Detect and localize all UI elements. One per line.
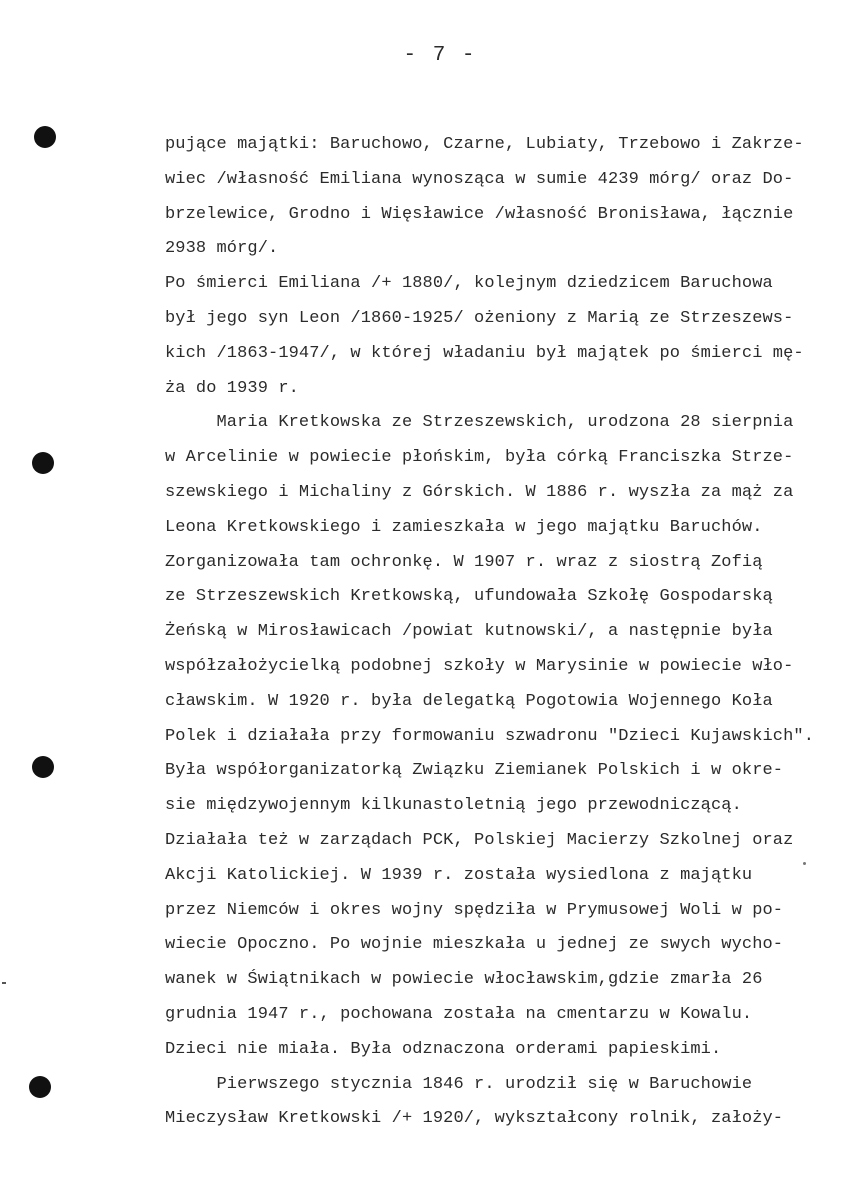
text-line: przez Niemców i okres wojny spędziła w Prymusowej Woli w po- [165,900,784,920]
text-line: ża do 1939 r. [165,378,299,398]
text-line: Była współorganizatorką Związku Ziemianek Polskich i w okre- [165,761,784,781]
text-line: Mieczysław Kretkowski /+ 1920/, wykształcony rolnik, założy- [165,1109,784,1129]
text-line: cławskim. W 1920 r. była delegatką Pogotowia Wojennego Koła [165,691,773,711]
text-line: współzałożycielką podobnej szkoły w Marysinie w powiecie wło- [165,656,794,676]
punch-hole [32,756,54,778]
text-line: Leona Kretkowskiego i zamieszkała w jego majątku Baruchów. [165,517,763,537]
text-line: Żeńską w Mirosławicach /powiat kutnowski/, a następnie była [165,622,773,642]
text-line: szewskiego i Michaliny z Górskich. W 1886 r. wyszła za mąż za [165,482,794,502]
text-line: Dzieci nie miała. Była odznaczona orderami papieskimi. [165,1039,722,1059]
text-line: brzelewice, Grodno i Więsławice /własność Bronisława, łącznie [165,204,794,224]
page-number: - 7 - [403,44,477,67]
text-line: grudnia 1947 r., pochowana została na cmentarzu w Kowalu. [165,1004,753,1024]
body-text [165,128,825,1137]
text-line: pujące majątki: Baruchowo, Czarne, Lubiaty, Trzebowo i Zakrze- [165,135,804,154]
punch-hole [29,1076,51,1098]
text-line: Działała też w zarządach PCK, Polskiej Macierzy Szkolnej oraz [165,830,794,850]
text-line: ze Strzeszewskich Kretkowską, ufundowała Szkołę Gospodarską [165,587,773,607]
text-line: Polek i działała przy formowaniu szwadronu "Dzieci Kujawskich". [165,726,815,746]
text-line: Akcji Katolickiej. W 1939 r. została wysiedlona z majątku [165,865,753,885]
text-line: 2938 mórg/. [165,239,279,259]
text-line: sie międzywojennym kilkunastoletnią jego przewodniczącą. [165,796,742,816]
text-line: w Arcelinie w powiecie płońskim, była córką Franciszka Strze- [165,448,794,468]
text-line: był jego syn Leon /1860-1925/ ożeniony z Marią ze Strzeszews- [165,308,794,328]
text-line: wiecie Opoczno. Po wojnie mieszkała u jednej ze swych wycho- [165,935,784,955]
punch-hole [34,126,56,148]
punch-hole [32,452,54,474]
paper-speck [2,982,6,984]
text-line: wiec /własność Emiliana wynosząca w sumie 4239 mórg/ oraz Do- [165,169,794,189]
text-line: kich /1863-1947/, w której władaniu był majątek po śmierci mę- [165,343,804,363]
text-line: Pierwszego stycznia 1846 r. urodził się w Baruchowie [165,1074,753,1094]
text-line: Po śmierci Emiliana /+ 1880/, kolejnym dziedzicem Baruchowa [165,274,773,294]
text-line: wanek w Świątnikach w powiecie włocławskim,gdzie zmarła 26 [165,970,763,990]
text-line: Zorganizowała tam ochronkę. W 1907 r. wraz z siostrą Zofią [165,552,763,572]
text-line: Maria Kretkowska ze Strzeszewskich, urodzona 28 sierpnia [165,413,794,433]
